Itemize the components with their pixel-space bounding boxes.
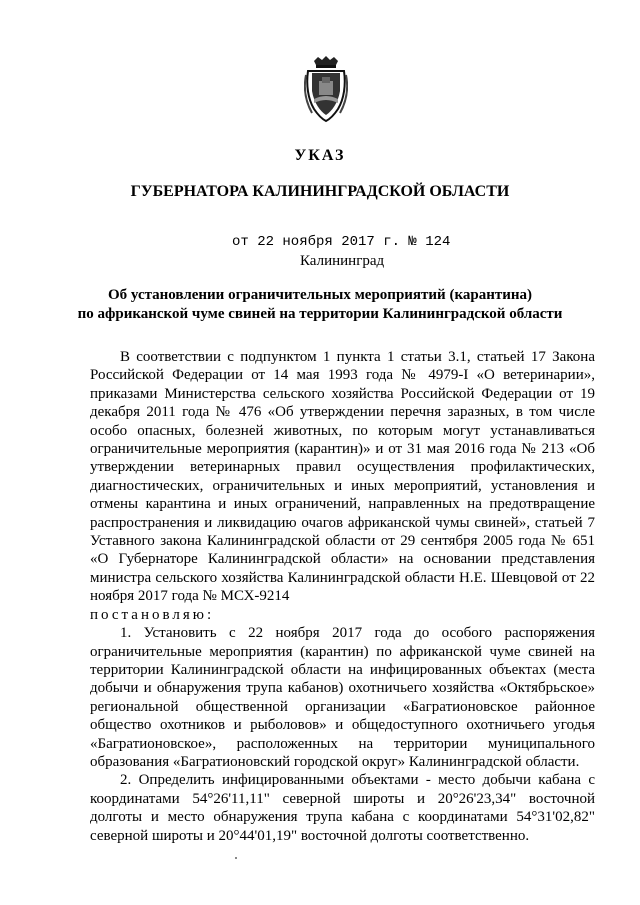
date-line: от 22 ноября 2017 г. № 124	[232, 234, 451, 250]
document-title: УКАЗ	[294, 147, 346, 164]
coat-of-arms-emblem	[304, 55, 348, 125]
city: Калининград	[300, 253, 385, 269]
heading-line-1: Об установлении ограничительных мероприятий (карантина)	[107, 287, 532, 303]
preamble-paragraph: В соответствии с подпунктом 1 пункта 1 статьи 3.1, статьей 17 Закона Российской Федерации от 14 мая 1993 года № 4979-I «О ветеринарии», приказами Министерства сельского хозяйства Российской Федерации от 19 декабря 2011 года № 476 «Об утверждении перечня заразных, в том числе особо опасных, болезней животных, по которым могут устанавливаться ограничительные мероприятия (карантин)» и от 31 мая 2016 года № 213 «Об утверждении ветеринарных правил осуществления профилактических, диагностических, ограничительных и иных мероприятий, установления и отмены карантина и иных ограничений, направленных на предотвращение распространения и ликвидацию очагов африканской чумы свиней», статьей 7 Уставного закона Калининградской области от 29 сентября 2005 года № 651 «О Губернаторе Калининградской области» на основании представления министра сельского хозяйства Калининградской области Н.Е. Шевцовой от 22 ноября 2017 года № МСХ-9214	[90, 349, 595, 605]
document-heading	[0, 286, 640, 324]
item-2-paragraph: 2. Определить инфицированными объектами - место добычи кабана с координатами 54°26'11,11" северной широты и 20°26'23,34" восточной долготы и место обнаружения трупа кабана с координатами 54°31'02,82" северной широты и 20°44'01,19" восточной долготы соответственно.	[90, 772, 595, 844]
heading-line-2: по африканской чуме свиней на территории Калининградской области	[77, 306, 563, 322]
item-1-paragraph: 1. Установить с 22 ноября 2017 года до особого распоряжения ограничительные мероприятия (карантин) по африканской чуме свиней на территории Калининградской области на инфицированных объектах (места добычи и обнаружения трупа кабанов) охотничьего хозяйства «Октябрьское» региональной общественной организации «Багратионовское районное общество охотников и рыболовов» и общедоступного охотничьего угодья «Багратионовское», расположенных на территории муниципального образования «Багратионовский городской округ» Калининградской области.	[90, 625, 595, 770]
scan-speck	[235, 857, 237, 859]
document-subtitle: ГУБЕРНАТОРА КАЛИНИНГРАДСКОЙ ОБЛАСТИ	[130, 183, 510, 200]
document-body	[90, 348, 595, 845]
decree-word: постановляю:	[90, 606, 215, 623]
